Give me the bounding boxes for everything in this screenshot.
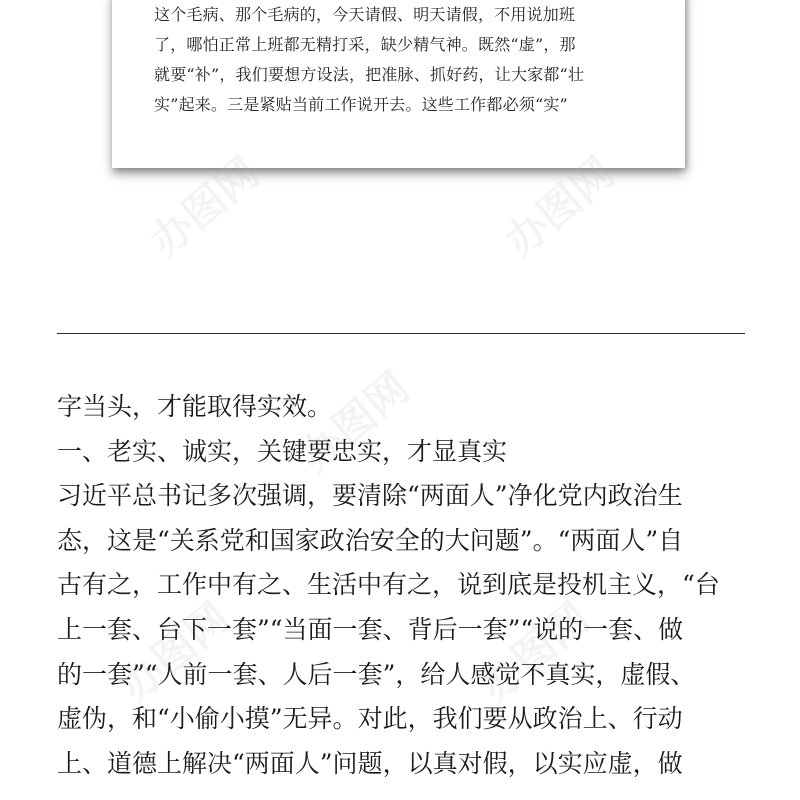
body-line: 态，这是“关系党和国家政治安全的大问题”。“两面人”自	[57, 525, 684, 555]
body-line: 上一套、台下一套”“当面一套、背后一套”“说的一套、做	[57, 614, 684, 644]
section-heading: 一、老实、诚实，关键要忠实，才显真实	[57, 436, 508, 466]
body-paragraph	[57, 385, 757, 786]
body-line: 虚伪，和“小偷小摸”无异。对此，我们要从政治上、行动	[57, 704, 683, 734]
body-line: 古有之，工作中有之、生活中有之，说到底是投机主义，“台	[57, 570, 720, 600]
preview-line: 就要“补”，我们要想方设法，把准脉、抓好药，让大家都“壮	[154, 65, 585, 84]
watermark-logo: 办图网	[140, 147, 269, 267]
preview-line: 实”起来。三是紧贴当前工作说开去。这些工作都必须“实”	[154, 95, 568, 114]
body-line: 上、道德上解决“两面人”问题，以真对假，以实应虚，做	[57, 748, 683, 778]
watermark-logo: 办图网	[110, 592, 239, 712]
watermark-logo: 办图网	[495, 147, 624, 267]
watermark-logo: 办图网	[470, 592, 599, 712]
watermark-logo: 办图网	[290, 362, 419, 482]
document-preview-card	[112, 0, 685, 168]
preview-line: 这个毛病、那个毛病的，今天请假、明天请假，不用说加班	[154, 5, 576, 24]
body-line: 字当头，才能取得实效。	[57, 392, 333, 421]
preview-paragraph	[154, 0, 649, 120]
preview-line: 了，哪怕正常上班都无精打采，缺少精气神。既然“虚”，那	[154, 35, 576, 54]
body-line: 习近平总书记多次强调，要清除“两面人”净化党内政治生	[57, 481, 683, 511]
body-line: 的一套”“人前一套、人后一套”，给人感觉不真实，虚假、	[57, 659, 696, 689]
section-divider	[57, 333, 745, 334]
